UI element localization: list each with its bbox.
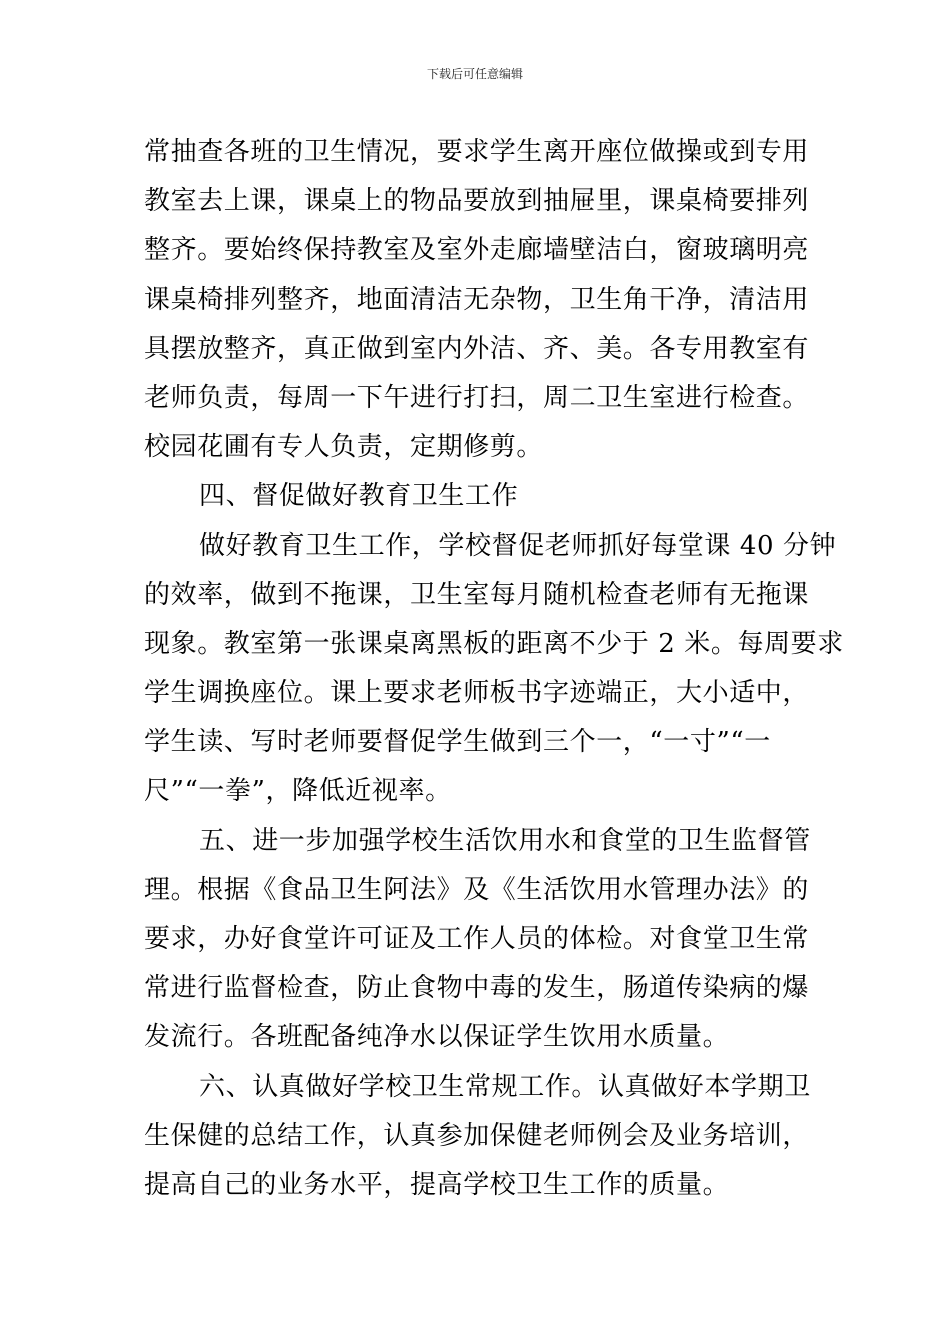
text-line: 五、进一步加强学校生活饮用水和食堂的卫生监督管	[199, 825, 811, 856]
text-line: 教室去上课，课桌上的物品要放到抽屉里，课桌椅要排列	[144, 186, 810, 217]
text-line: 发流行。各班配备纯净水以保证学生饮用水质量。	[144, 1022, 730, 1053]
paragraph	[144, 1063, 811, 1211]
text-line: 学生调换座位。课上要求老师板书字迹端正，大小适中，	[144, 678, 810, 709]
text-line: 整齐。要始终保持教室及室外走廊墙壁洁白，窗玻璃明亮	[144, 235, 810, 266]
text-line: 做好教育卫生工作，学校督促老师抓好每堂课 40 分钟	[199, 530, 837, 561]
text-line: 尺”“一拳”，降低近视率。	[144, 776, 452, 807]
text-line: 常抽查各班的卫生情况，要求学生离开座位做操或到专用	[144, 137, 810, 167]
text-line: 生保健的总结工作，认真参加保健老师例会及业务培训，	[144, 1120, 810, 1151]
text-line: 课桌椅排列整齐，地面清洁无杂物，卫生角干净，清洁用	[144, 284, 810, 315]
text-line: 具摆放整齐，真正做到室内外洁、齐、美。各专用教室有	[144, 333, 810, 364]
text-line: 四、督促做好教育卫生工作	[199, 481, 519, 512]
paragraph	[144, 522, 844, 817]
text-line: 六、认真做好学校卫生常规工作。认真做好本学期卫	[199, 1071, 811, 1102]
page-header: 下载后可任意编辑	[426, 67, 523, 81]
paragraph	[144, 472, 806, 521]
text-line: 常进行监督检查，防止食物中毒的发生，肠道传染病的爆	[144, 973, 810, 1004]
text-line: 校园花圃有专人负责，定期修剪。	[144, 432, 544, 463]
text-line: 提高自己的业务水平，提高学校卫生工作的质量。	[144, 1169, 730, 1200]
text-line: 的效率，做到不拖课，卫生室每月随机检查老师有无拖课	[144, 579, 810, 610]
text-line: 现象。教室第一张课桌离黑板的距离不少于 2 米。每周要求	[144, 628, 844, 659]
paragraph	[144, 817, 811, 1063]
paragraph	[144, 128, 810, 472]
text-line: 要求，办好食堂许可证及工作人员的体检。对食堂卫生常	[144, 924, 810, 954]
document-body	[144, 128, 844, 1210]
text-line: 理。根据《食品卫生阿法》及《生活饮用水管理办法》的	[144, 874, 810, 905]
text-line: 学生读、写时老师要督促学生做到三个一，“一寸”“一	[144, 727, 771, 758]
text-line: 老师负责，每周一下午进行打扫，周二卫生室进行检查。	[144, 382, 810, 413]
